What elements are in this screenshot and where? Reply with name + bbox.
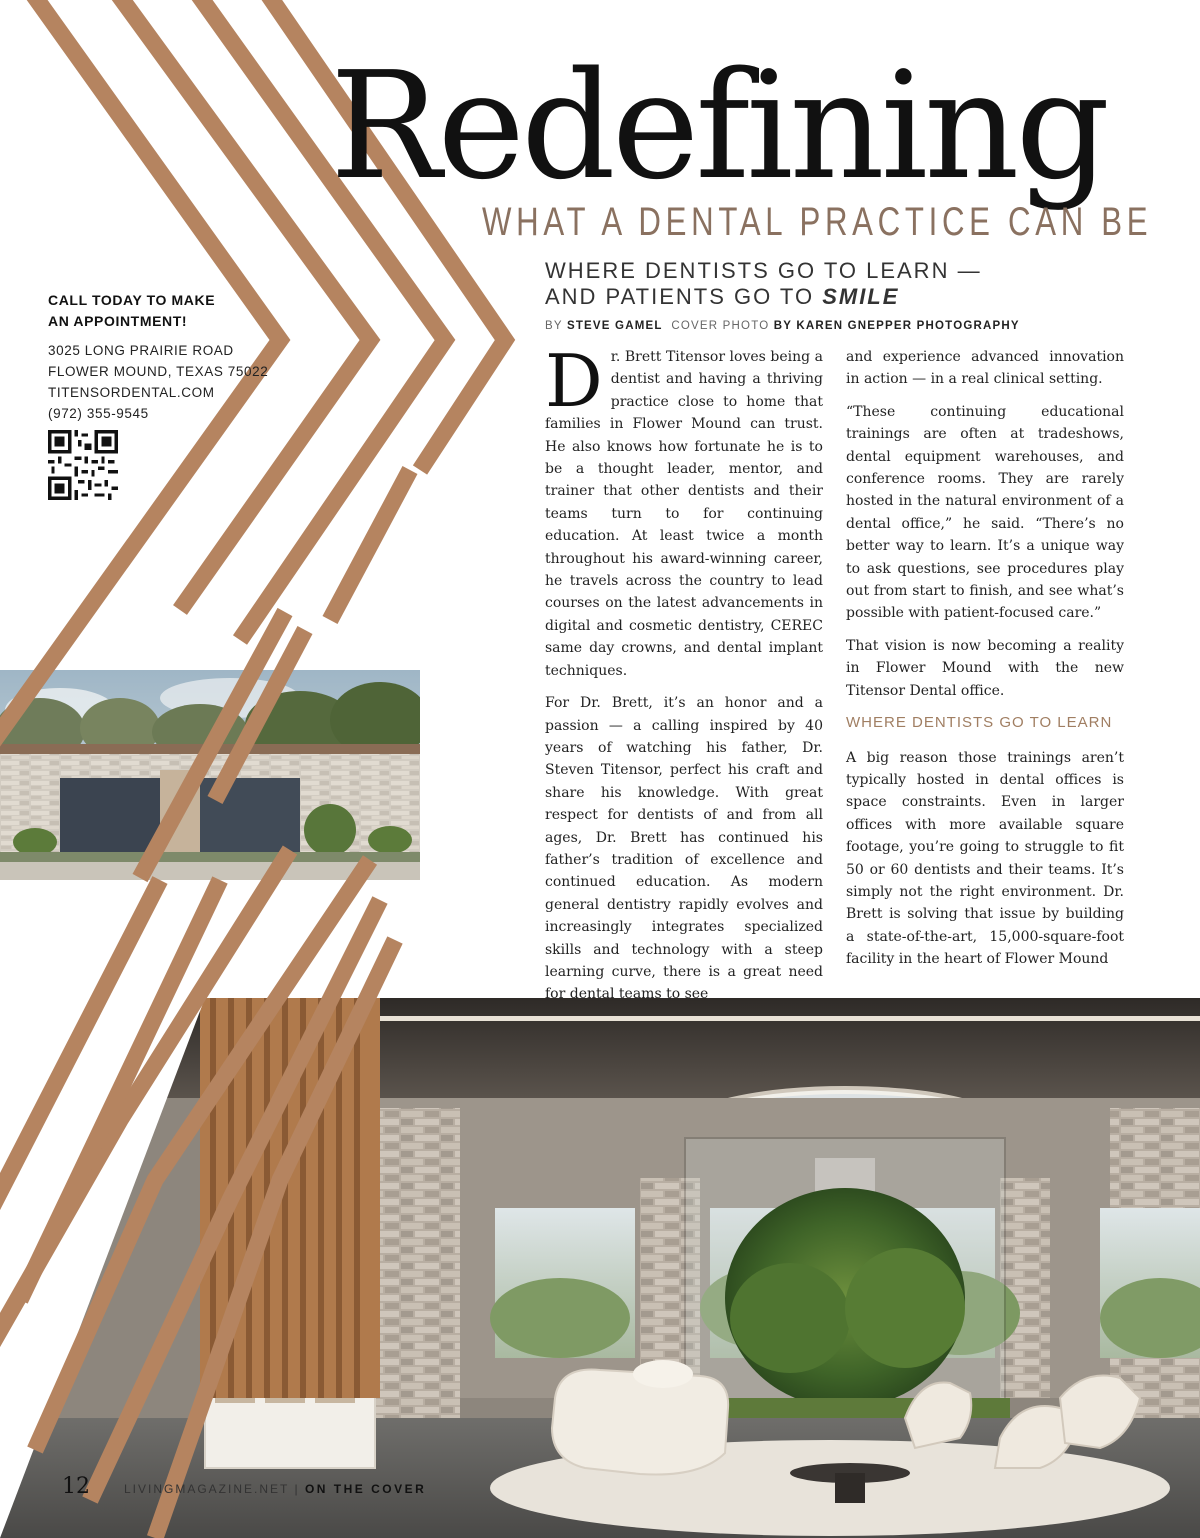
tagline-emphasis: SMILE xyxy=(822,284,900,309)
paragraph-5: That vision is now becoming a reality in Flower Mound with the new Titensor Dental office. xyxy=(846,637,1124,699)
contact-address: 3025 LONG PRAIRIE ROAD xyxy=(48,343,234,358)
byline-photographer: BY KAREN GNEPPER PHOTOGRAPHY xyxy=(773,320,1020,332)
article-column-2 xyxy=(846,346,1124,981)
section-subhead: WHERE DENTISTS GO TO LEARN xyxy=(846,714,1113,732)
tagline-line-2 xyxy=(545,284,899,310)
page-title: Redefining xyxy=(330,40,1107,212)
stripe xyxy=(155,940,395,1538)
byline-photo-label: COVER PHOTO xyxy=(671,320,770,332)
paragraph-1 xyxy=(545,339,823,682)
contact-block xyxy=(48,290,288,424)
paragraph-2: For Dr. Brett, it’s an honor and a passion — a calling inspired by 40 years of watching his father, Dr. Steven Titensor, perfect his craft and share his knowledge. With great respect for dentists of and from all ages, Dr. Brett has continued his father’s tradition of excellence and continued education. As modern general dentistry rapidly evolves and increasingly integrates specialized skills and technology with a steep learning curve, there is a great need for dental teams to see xyxy=(545,695,823,1003)
qr-code-icon[interactable] xyxy=(48,430,118,500)
byline-by-label: BY xyxy=(545,320,563,332)
article-column-1 xyxy=(545,339,823,1016)
tagline-prefix: AND PATIENTS GO TO xyxy=(545,284,823,309)
cta-line-1: CALL TODAY TO MAKE xyxy=(48,292,216,308)
byline-author: STEVE GAMEL xyxy=(566,320,663,332)
page-footer xyxy=(124,1482,426,1496)
contact-phone[interactable]: (972) 355-9545 xyxy=(48,406,149,421)
page-number: 12 xyxy=(62,1474,90,1499)
paragraph-4: “These continuing educational trainings are often at tradeshows, dental equipment warehouses, and conference rooms. They are rarely hosted in the natural environment of a dental office,” he said. “There’s no better way to learn. It’s a unique way to ask questions, see procedures play out from start to finish, and see what’s possible with patient-focused care.” xyxy=(846,403,1124,622)
byline xyxy=(545,320,1020,332)
footer-site[interactable]: LIVINGMAGAZINE.NET xyxy=(124,1482,290,1496)
cta-line-2: AN APPOINTMENT! xyxy=(48,313,188,329)
drop-cap: D xyxy=(545,339,603,423)
footer-separator: | xyxy=(294,1482,300,1496)
paragraph-1-text: r. Brett Titensor loves being a dentist and having a thriving practice close to home that families in Flower Mound can trust. He also knows how fortunate he is to be a thought leader, mentor, and trainer that other dentists and their teams turn to for continuing education. At least twice a month throughout his award-winning career, he travels across the country to lead courses on the latest advancements in digital and cosmetic dentistry, CEREC same day crowns, and dental implant techniques. xyxy=(545,349,823,679)
page-subtitle: WHAT A DENTAL PRACTICE CAN BE xyxy=(482,200,1153,244)
tagline-line-1: WHERE DENTISTS GO TO LEARN — xyxy=(545,258,982,283)
contact-website[interactable]: TITENSORDENTAL.COM xyxy=(48,385,215,400)
paragraph-3: and experience advanced innovation in action — in a real clinical setting. xyxy=(846,349,1124,388)
contact-city: FLOWER MOUND, TEXAS 75022 xyxy=(48,364,269,379)
paragraph-6: A big reason those trainings aren’t typically hosted in dental offices is space constraints. Even in larger offices with more available square footage, you’re going to struggle to fit 50 or 60 dentists and their teams. It’s simply not the right environment. Dr. Brett is solving that issue by building a state-of-the-art, 15,000-square-foot facility in the heart of Flower Mound xyxy=(846,749,1124,968)
stripe xyxy=(90,900,380,1500)
footer-section: ON THE COVER xyxy=(304,1482,427,1496)
